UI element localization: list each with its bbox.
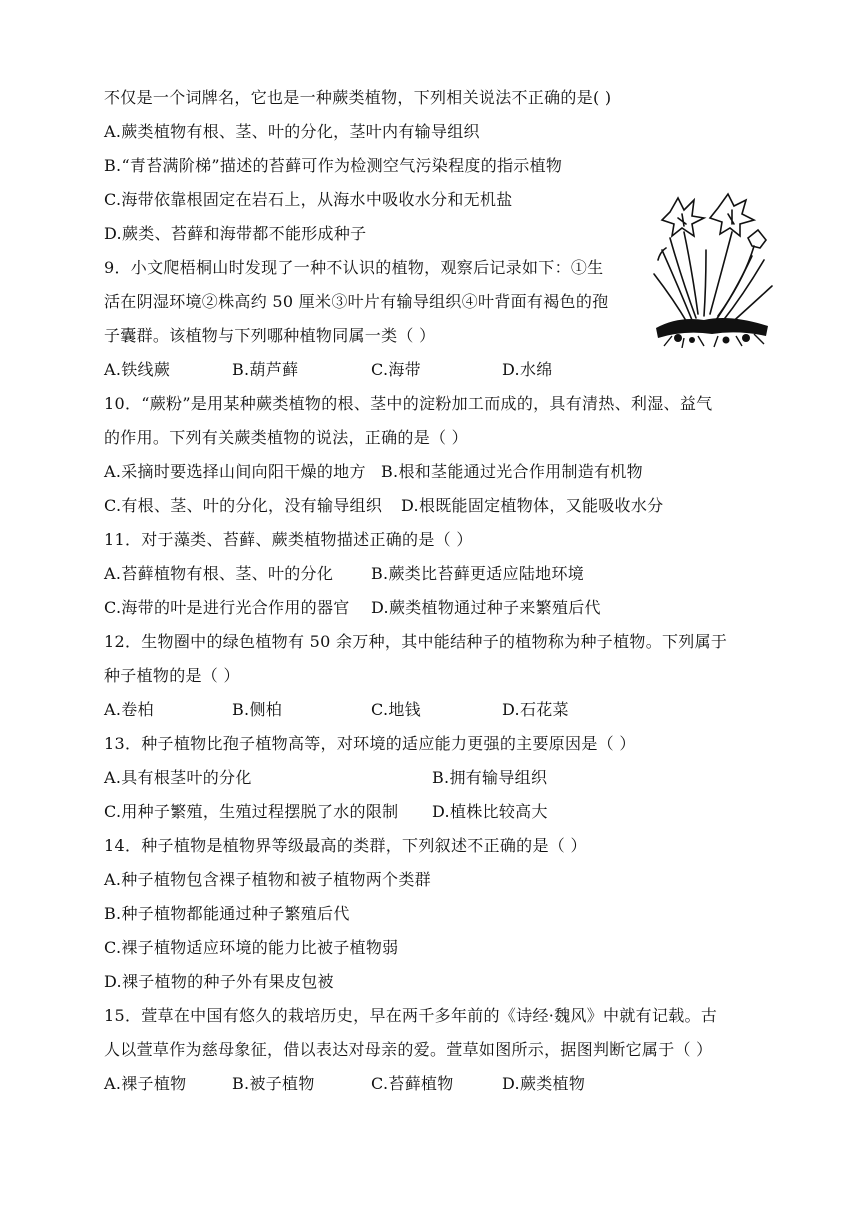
option-d: D.植株比较高大 <box>432 802 548 821</box>
option-c: C.苔藓植物 <box>371 1074 454 1093</box>
option-d: D.蕨类植物通过种子来繁殖后代 <box>371 598 601 617</box>
question-13-text: 13．种子植物比孢子植物高等，对环境的适应能力更强的主要原因是（ ） <box>104 734 636 753</box>
option-c: C.海带 <box>371 360 421 379</box>
question-15-text: 人以萱草作为慈母象征，借以表达对母亲的爱。萱草如图所示，据图判断它属于（ ） <box>104 1040 713 1059</box>
question-12-text: 12．生物圈中的绿色植物有 50 余万种，其中能结种子的植物称为种子植物。下列属于 <box>104 632 728 651</box>
question-9-text: 9．小文爬梧桐山时发现了一种不认识的植物，观察后记录如下：①生 <box>104 258 604 277</box>
option-line: A.种子植物包含裸子植物和被子植物两个类群 <box>104 870 431 889</box>
option-b: B.被子植物 <box>232 1074 315 1093</box>
option-c: C.有根、茎、叶的分化，没有输导组织 <box>104 496 383 515</box>
question-10-text: 的作用。下列有关蕨类植物的说法，正确的是（ ） <box>104 428 468 447</box>
option-b: B.拥有输导组织 <box>432 768 548 787</box>
option-line: A.蕨类植物有根、茎、叶的分化，茎叶内有输导组织 <box>104 122 480 141</box>
question-10-text: 10．“蕨粉”是用某种蕨类植物的根、茎中的淀粉加工而成的，具有清热、利湿、益气 <box>104 394 713 413</box>
option-c: C.地钱 <box>371 700 421 719</box>
option-b: B.蕨类比苔藓更适应陆地环境 <box>371 564 585 583</box>
option-line: C.海带依靠根固定在岩石上，从海水中吸收水分和无机盐 <box>104 190 513 209</box>
question-15-text: 15．萱草在中国有悠久的栽培历史，早在两千多年前的《诗经·魏风》中就有记载。古 <box>104 1006 718 1025</box>
option-line: B.“青苔满阶梯”描述的苔藓可作为检测空气污染程度的指示植物 <box>104 156 563 175</box>
option-a: A.具有根茎叶的分化 <box>104 768 252 787</box>
option-d: D.水绵 <box>502 360 553 379</box>
question-9-text: 子囊群。该植物与下列哪种植物同属一类（ ） <box>104 326 436 345</box>
option-a: A.苔藓植物有根、茎、叶的分化 <box>104 564 334 583</box>
option-d: D.根既能固定植物体，又能吸收水分 <box>401 496 664 515</box>
question-11-text: 11．对于藻类、苔藓、蕨类植物描述正确的是（ ） <box>104 530 473 549</box>
daylily-illustration <box>648 190 776 348</box>
option-a: A.铁线蕨 <box>104 360 171 379</box>
option-line: B.种子植物都能通过种子繁殖后代 <box>104 904 350 923</box>
option-a: A.裸子植物 <box>104 1074 187 1093</box>
option-d: D.蕨类植物 <box>502 1074 586 1093</box>
option-line: C.裸子植物适应环境的能力比被子植物弱 <box>104 938 399 957</box>
option-c: C.用种子繁殖，生殖过程摆脱了水的限制 <box>104 802 399 821</box>
option-d: D.石花菜 <box>502 700 569 719</box>
option-line: D.裸子植物的种子外有果皮包被 <box>104 972 334 991</box>
option-a: A.卷柏 <box>104 700 154 719</box>
option-b: B.根和茎能通过光合作用制造有机物 <box>381 462 643 481</box>
question-12-text: 种子植物的是（ ） <box>104 666 240 685</box>
question-9-text: 活在阴湿环境②株高约 50 厘米③叶片有输导组织④叶背面有褐色的孢 <box>104 292 609 311</box>
option-line: D.蕨类、苔藓和海带都不能形成种子 <box>104 224 367 243</box>
text-line: 不仅是一个词牌名，它也是一种蕨类植物，下列相关说法不正确的是( ) <box>104 88 612 107</box>
question-14-text: 14．种子植物是植物界等级最高的类群，下列叙述不正确的是（ ） <box>104 836 587 855</box>
option-b: B.葫芦藓 <box>232 360 299 379</box>
option-b: B.侧柏 <box>232 700 283 719</box>
option-c: C.海带的叶是进行光合作用的器官 <box>104 598 350 617</box>
option-a: A.采摘时要选择山间向阳干燥的地方 <box>104 462 366 481</box>
